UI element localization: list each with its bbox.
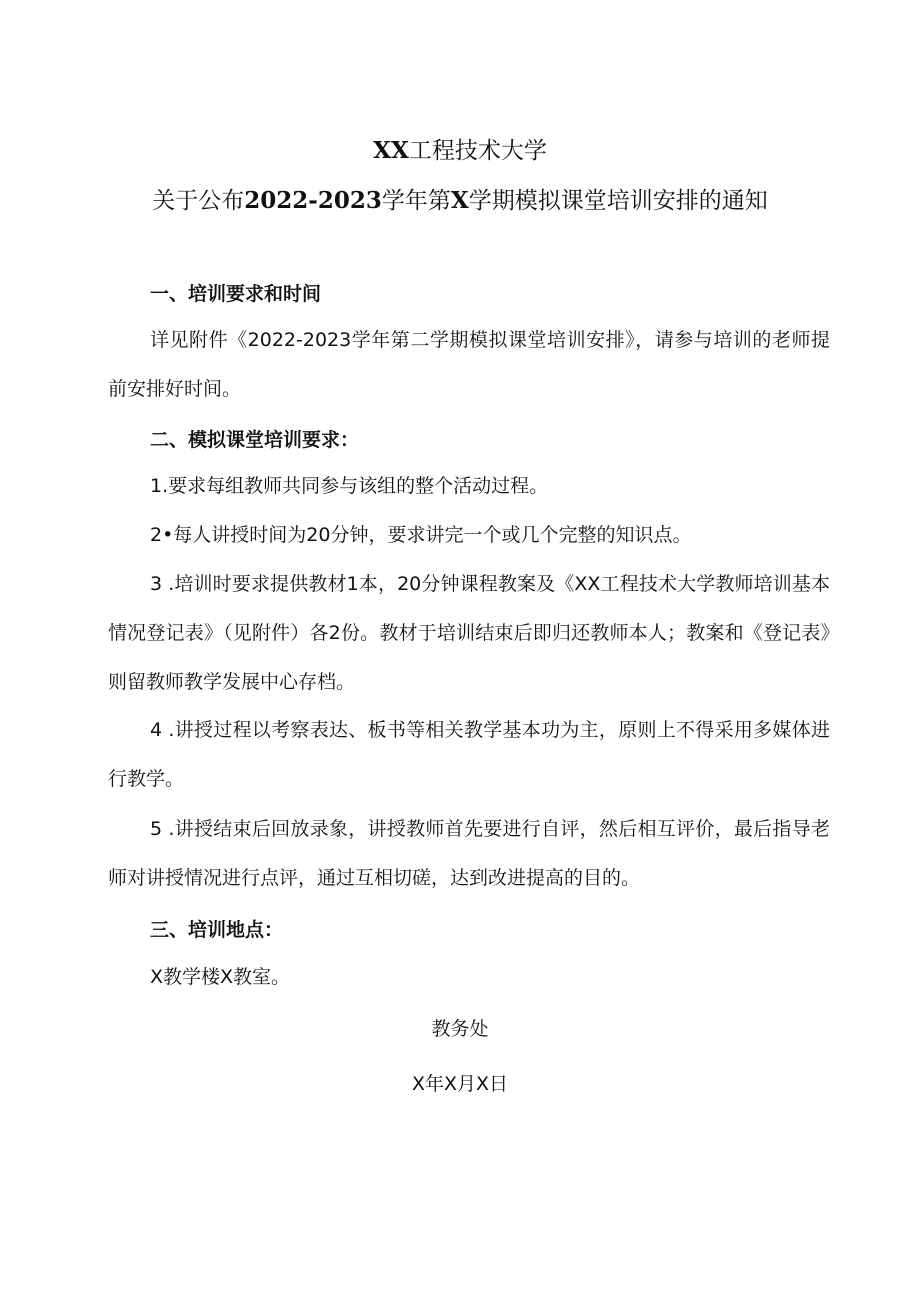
signature-date: X年X月X日 bbox=[411, 1073, 509, 1095]
section-2-heading: 二、模拟课堂培训要求： bbox=[150, 429, 360, 451]
document-title-notice bbox=[0, 186, 920, 216]
title-semester-x: X bbox=[450, 187, 469, 214]
title-part-c: 学期模拟课堂培训安排的通知 bbox=[468, 188, 768, 214]
title-university-name: 工程技术大学 bbox=[408, 138, 547, 164]
section-3-heading: 三、培训地点： bbox=[150, 919, 284, 941]
document-title-university bbox=[0, 136, 920, 166]
section-2-item-1: 1.要求每组教师共同参与该组的整个活动过程。 bbox=[150, 475, 549, 497]
section-1-heading: 一、培训要求和时间 bbox=[150, 283, 322, 305]
title-part-a: 关于公布 bbox=[152, 188, 245, 214]
section-3-body: X教学楼X教室。 bbox=[150, 966, 291, 988]
title-part-b: 学年第 bbox=[381, 188, 451, 214]
title-year-range: 2022-2023 bbox=[244, 187, 382, 214]
section-2-item-3: 3 .培训时要求提供教材1本，20分钟课程教案及《XX工程技术大学教师培训基本情况登记表》（见附件）各2份。教材于培训结束后即归还教师本人；教案和《登记表》则留教师教学发展中心存档。 bbox=[108, 573, 830, 693]
signature-office: 教务处 bbox=[431, 1018, 489, 1040]
section-2-item-5: 5 .讲授结束后回放录象，讲授教师首先要进行自评，然后相互评价，最后指导老师对讲授情况进行点评，通过互相切磋，达到改进提高的目的。 bbox=[108, 818, 830, 889]
section-2-item-4: 4 .讲授过程以考察表达、板书等相关教学基本功为主，原则上不得采用多媒体进行教学。 bbox=[108, 719, 830, 790]
section-2-item-2: 2•每人讲授时间为20分钟，要求讲完一个或几个完整的知识点。 bbox=[150, 524, 692, 546]
title-bold-xx: XX bbox=[373, 137, 409, 164]
section-1-body: 详见附件《2022-2023学年第二学期模拟课堂培训安排》，请参与培训的老师提前安排好时间。 bbox=[108, 329, 830, 400]
